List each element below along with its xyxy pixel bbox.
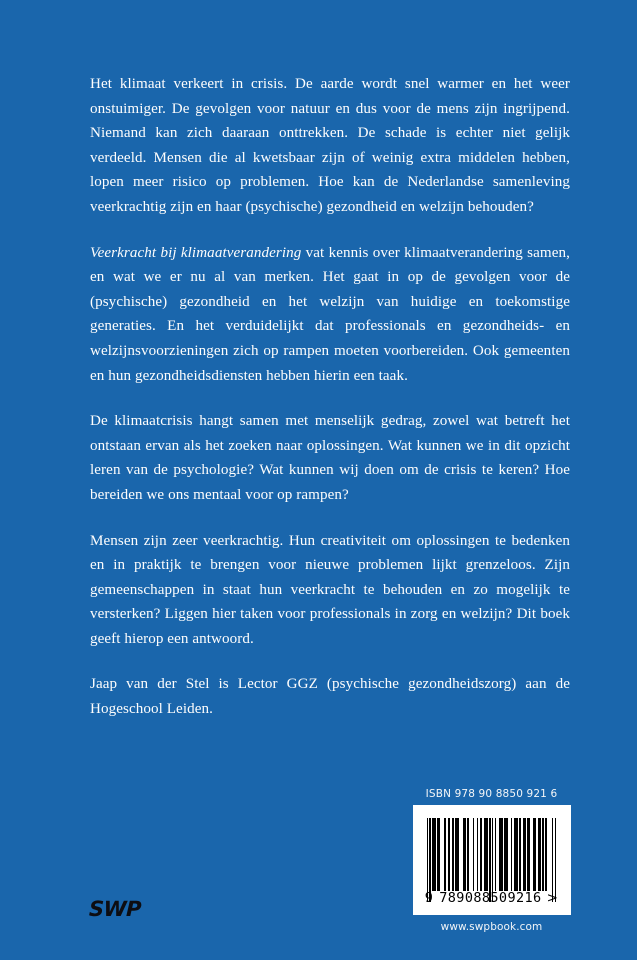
blurb-paragraph-2-rest: vat kennis over klimaatverandering samen, en wat we er nu al van merken. Het gaat in op de gevolgen voor de (psychische) gezondheid en het welzijn van huidige en toekomstige generaties. En het verduidelijkt dat professionals en gezondheids- en welzijnsvoorzieningen zich op rampen moeten voorbereiden. Ook gemeenten en hun gezondheidsdiensten hebben hierin een taak. [90, 244, 571, 384]
barcode-box [413, 805, 571, 915]
blurb-paragraph-1: Het klimaat verkeert in crisis. De aarde wordt snel warmer en het weer onstuimiger. De gevolgen voor natuur en dus voor de mens zijn ingrijpend. Niemand kan zich daaraan onttrekken. De schade is echter niet gelijk verdeeld. Mensen die al kwetsbaar zijn of weinig extra middelen hebben, lopen meer risico op problemen. Hoe kan de Nederlandse samenleving veerkrachtig zijn en haar (psychische) gezondheid en welzijn behouden? [90, 76, 570, 215]
barcode-right-group: 509216 [490, 890, 542, 906]
blurb-paragraph-4: Mensen zijn zeer veerkrachtig. Hun creativiteit om oplossingen te bedenken en in praktijk te brengen voor nieuwe problemen lijkt grenzeloos. Zijn gemeenschappen in staat hun veerkracht te behouden en zo mogelijk te versterken? Liggen hier taken voor professionals in zorg en welzijn? Dit boek geeft hierop een antwoord. [90, 532, 570, 647]
barcode-left-group: 789088 [439, 890, 491, 906]
barcode-digits [413, 890, 571, 906]
blurb-text-block [90, 72, 570, 722]
book-title-italic: Veerkracht bij klimaatverandering [90, 244, 302, 261]
barcode-lead-digit: 9 [424, 890, 434, 906]
blurb-paragraph-2 [90, 241, 570, 389]
isbn-label: ISBN 978 90 8850 921 6 [425, 788, 558, 800]
author-bio-paragraph: Jaap van der Stel is Lector GGZ (psychische gezondheidszorg) aan de Hogeschool Leiden. [90, 676, 570, 718]
swp-publisher-logo: SWP [88, 897, 142, 921]
barcode-bars [427, 818, 557, 891]
barcode-trailing-symbol: > [546, 890, 559, 906]
blurb-paragraph-3: De klimaatcrisis hangt samen met menselijk gedrag, zowel wat betreft het ontstaan ervan als het zoeken naar oplossingen. Wat kunnen we in dit opzicht leren van de psychologie? Wat kunnen wij doen om de crisis te keren? Hoe bereiden we ons mentaal voor op rampen? [90, 413, 570, 503]
publisher-website: www.swpbook.com [440, 921, 543, 933]
barcode-block [409, 788, 574, 933]
